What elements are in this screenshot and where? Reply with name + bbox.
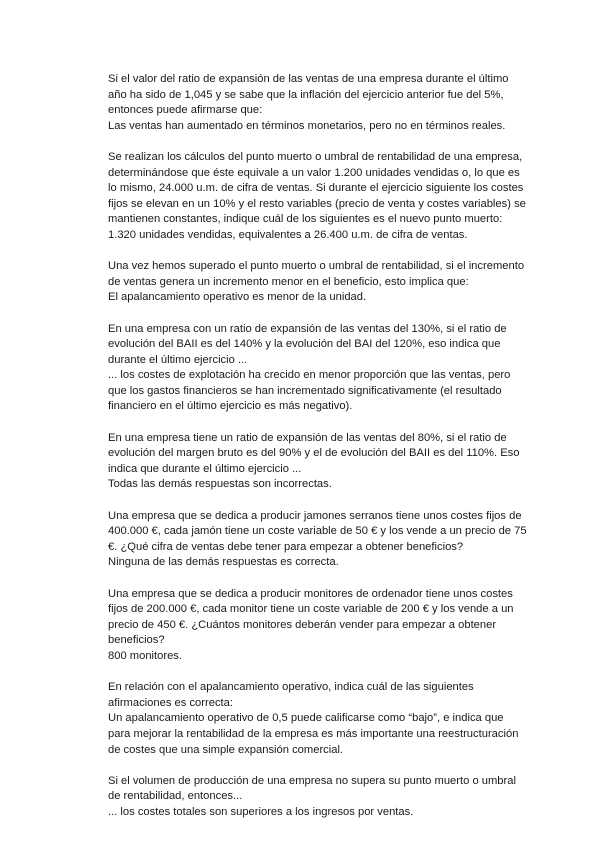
qa-block-2	[108, 150, 528, 244]
answer-text: ... los costes de explotación ha crecido en menor proporción que las ventas, pero que los gastos financieros se han incrementado significativamente (el resultado financiero en el último ejercicio es más negativo).	[108, 369, 511, 413]
qa-block-6	[108, 509, 528, 571]
answer-text: El apalancamiento operativo es menor de la unidad.	[108, 291, 367, 304]
question-text: En relación con el apalancamiento operativo, indica cuál de las siguientes afirmaciones es correcta:	[108, 681, 474, 709]
qa-block-7	[108, 587, 528, 665]
question-text: Una empresa que se dedica a producir jamones serranos tiene unos costes fijos de 400.000 €, cada jamón tiene un coste variable de 50 € y los vende a un precio de 75 €. ¿Qué cifra de ventas debe tener para empezar a obtener beneficios?	[108, 509, 527, 553]
question-text: Una empresa que se dedica a producir monitores de ordenador tiene unos costes fijos de 200.000 €, cada monitor tiene un coste variable de 200 € y los vende a un precio de 450 €. ¿Cuántos monitores deberán vender para empezar a obtener beneficios?	[108, 587, 514, 647]
answer-text: 800 monitores.	[108, 649, 183, 662]
answer-text: ... los costes totales son superiores a los ingresos por ventas.	[108, 805, 414, 818]
qa-block-4	[108, 322, 528, 416]
answer-text: Las ventas han aumentado en términos monetarios, pero no en términos reales.	[108, 119, 506, 132]
qa-block-9	[108, 774, 528, 821]
answer-text: Todas las demás respuestas son incorrectas.	[108, 478, 332, 491]
answer-text: Un apalancamiento operativo de 0,5 puede calificarse como “bajo”, e indica que para mejorar la rentabilidad de la empresa es más importante una reestructuración de costes que una simple expansión comercial.	[108, 712, 519, 756]
question-text: Una vez hemos superado el punto muerto o umbral de rentabilidad, si el incremento de ventas genera un incremento menor en el beneficio, esto implica que:	[108, 260, 525, 288]
qa-block-3	[108, 259, 528, 306]
answer-text: 1.320 unidades vendidas, equivalentes a 26.400 u.m. de cifra de ventas.	[108, 228, 468, 241]
question-text: Si el valor del ratio de expansión de las ventas de una empresa durante el último año ha sido de 1,045 y se sabe que la inflación del ejercicio anterior fue del 5%, entonces puede afirmarse que:	[108, 73, 509, 117]
qa-block-1	[108, 72, 528, 134]
document-page	[108, 72, 528, 836]
qa-block-5	[108, 431, 528, 493]
answer-text: Ninguna de las demás respuestas es correcta.	[108, 556, 339, 569]
question-text: En una empresa tiene un ratio de expansión de las ventas del 80%, si el ratio de evolución del margen bruto es del 90% y el de evolución del BAII es del 110%. Eso indica que durante el último ejercicio ...	[108, 431, 520, 475]
qa-block-8	[108, 680, 528, 758]
question-text: Si el volumen de producción de una empresa no supera su punto muerto o umbral de rentabilidad, entonces...	[108, 774, 516, 803]
question-text: Se realizan los cálculos del punto muerto o umbral de rentabilidad de una empresa, determinándose que éste equivale a un valor 1.200 unidades vendidas o, lo que es lo mismo, 24.000 u.m. de cifra de ventas. Si durante el ejercicio siguiente los costes fijos se elevan en un 10% y el resto variables (precio de venta y costes variables) se mantienen constantes, indique cuál de los siguientes es el nuevo punto muerto:	[108, 150, 526, 226]
question-text: En una empresa con un ratio de expansión de las ventas del 130%, si el ratio de evolución del BAII es del 140% y la evolución del BAI del 120%, eso indica que durante el último ejercicio ...	[108, 322, 507, 366]
